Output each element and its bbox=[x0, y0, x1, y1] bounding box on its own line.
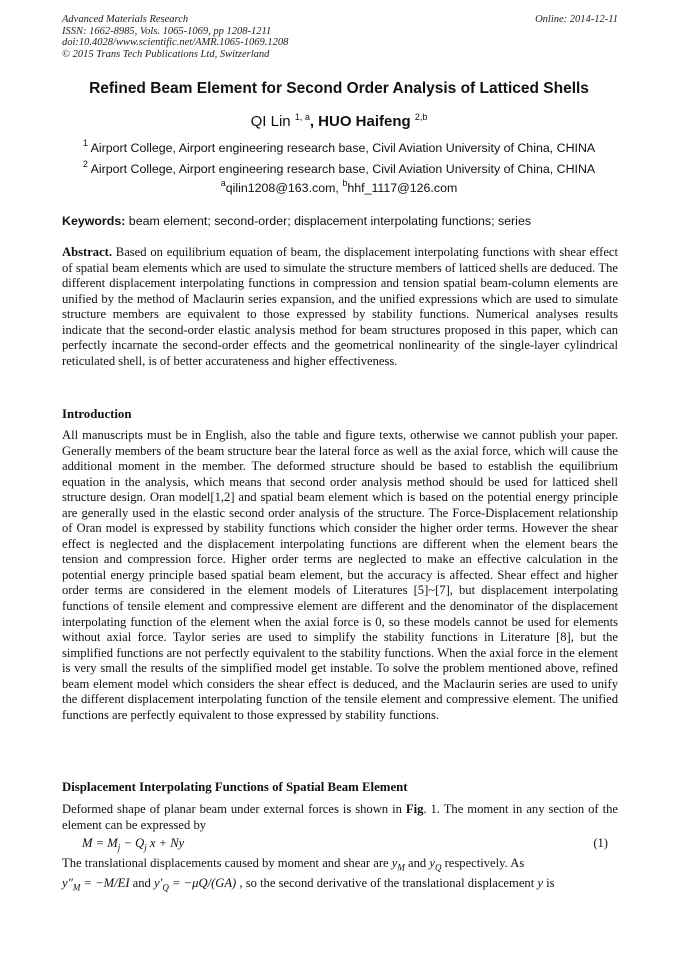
text-run: The translational displacements caused by moment and shear are bbox=[62, 856, 392, 870]
affiliation-number: 1 bbox=[82, 138, 88, 148]
author-name: HUO Haifeng bbox=[318, 113, 411, 130]
abstract-text: Based on equilibrium equation of beam, the displacement interpolating functions with shear effect of spatial beam elements which are used to simulate the structure members of latticed shells are deduced. The different displacement interpolating functions in compression and tension spatial beam-column elements are unified by the method of Maclaurin series expansion, and the unified expressions which are used to simulate structure members are equivalent to those expressed by stability functions. Numerical analyses results indicate that the second-order elastic analysis method for beam structures proposed in this paper, which can perfectly incarnate the second-order effects and the geometrical nonlinearity of the single-layer cylindrical reticulated shell, is of better accurateness and higher effectiveness. bbox=[62, 245, 618, 368]
math-var: y bbox=[537, 876, 543, 890]
math-var: y′ bbox=[154, 876, 163, 890]
equation-1 bbox=[82, 836, 184, 853]
introduction-text: All manuscripts must be in English, also the table and figure texts, otherwise we cannot publish your paper. Generally members of the beam structure bear the lateral force as well as the axial force, which will cause the additional moment in the member. The deformed structure should be based to establish the equilibrium equation in the analysis, which means that second order analysis method should be used for latticed shell structure design. Oran model[1,2] and spatial beam element which is based on the potential energy principle are generally used in the elastic second order analysis of the structure. The Force-Displacement relationship of Oran model is expressed by stability functions which consider the higher order terms. However the shear effect is neglected and the displacement interpolating functions are different when the element bears the tension and compression force. Higher order terms are neglected to make an effective calculation in the potential energy principle based spatial beam element, but the accuracy is affected. Shear effect and higher order terms are considered in the element models of Literatures [5]~[7], but displacement interpolating functions of tensile element and compressive element are different and the denominator of the displacement interpolating function of the element when the axial force is 0, so these models cannot be used for elements without axial force. Taylor series are used to simplify the stability functions in Literature [8], but the simplified functions are not perfectly equivalent to the stability functions. When the axial force in the element is very small the results of the simplified model get instable. To solve the problem mentioned above, refined beam element model which considers the shear effect is deduced, and the Maclaurin series are used to unify the different displacement interpolating function of the tensile element and compressive element. The unified functions are perfectly equivalent to those expressed by stability functions. bbox=[62, 428, 618, 722]
eq-part: M = M bbox=[82, 836, 118, 850]
abstract-label: Abstract. bbox=[62, 245, 113, 259]
online-date: Online: 2014-12-11 bbox=[535, 14, 618, 25]
math-sub: Q bbox=[162, 882, 169, 893]
section-paragraph-2 bbox=[62, 856, 618, 876]
email-link[interactable]: hhf_1117@126.com bbox=[347, 181, 458, 195]
math-expr: = −μQ/(GA) bbox=[168, 876, 237, 890]
introduction-heading: Introduction bbox=[62, 407, 132, 421]
email-sup: a bbox=[220, 178, 226, 188]
eq-part: − Q bbox=[120, 836, 145, 850]
keywords bbox=[62, 214, 618, 228]
affiliation-text: Airport College, Airport engineering research base, Civil Aviation University of China, CHINA bbox=[90, 141, 596, 155]
text-run: respectively. As bbox=[441, 856, 525, 870]
math-var: y bbox=[429, 856, 435, 870]
affiliation-2 bbox=[40, 159, 638, 176]
math-var: y bbox=[391, 856, 398, 870]
email-link[interactable]: qilin1208@163.com, bbox=[225, 181, 339, 195]
affiliation-text: Airport College, Airport engineering research base, Civil Aviation University of China, CHINA bbox=[90, 162, 596, 176]
math-var: y″ bbox=[62, 876, 73, 890]
text-run: . 1. The moment in any section of the element can be expressed by bbox=[62, 802, 619, 832]
abstract bbox=[62, 245, 618, 369]
email-sup: b bbox=[342, 178, 348, 188]
figure-ref[interactable]: Fig bbox=[405, 802, 424, 816]
author-sup: 2,b bbox=[414, 112, 428, 122]
author-line: QI Lin $^{1, a}$, HUO Haifeng $^{2,b}$ bbox=[250, 112, 428, 130]
section-paragraph-1 bbox=[62, 802, 618, 833]
author-name: QI Lin bbox=[250, 113, 291, 130]
issn-line: ISSN: 1662-8985, Vols. 1065-1069, pp 1208-1211 bbox=[62, 25, 272, 37]
text-run: and bbox=[404, 856, 430, 870]
email-line bbox=[40, 178, 638, 195]
copyright-line: © 2015 Trans Tech Publications Ltd, Switzerland bbox=[62, 48, 270, 60]
journal-header bbox=[62, 14, 618, 60]
eq-part: x + Ny bbox=[146, 836, 185, 850]
section-paragraph-3 bbox=[62, 876, 618, 896]
journal-name: Advanced Materials Research bbox=[62, 14, 189, 25]
paper-title: Refined Beam Element for Second Order Analysis of Latticed Shells bbox=[89, 80, 589, 97]
text-run: , so the second derivative of the translational displacement bbox=[236, 876, 538, 890]
text-run: Deformed shape of planar beam under external forces is shown in bbox=[62, 802, 406, 816]
eq-sub: j bbox=[117, 842, 121, 853]
author-sup: 1, a bbox=[294, 112, 310, 122]
eq-sub: j bbox=[144, 842, 147, 853]
math-expr: = −M/EI bbox=[80, 876, 130, 890]
math-sub: M bbox=[72, 882, 81, 893]
text-run: and bbox=[129, 876, 154, 890]
keywords-text: beam element; second-order; displacement interpolating functions; series bbox=[125, 214, 532, 228]
doi-line: doi:10.4028/www.scientific.net/AMR.1065-1069.1208 bbox=[62, 37, 289, 49]
math-sub: M bbox=[397, 862, 405, 873]
affiliation-number: 2 bbox=[82, 159, 88, 169]
equation-number: (1) bbox=[593, 836, 608, 850]
keywords-label: Keywords: bbox=[62, 214, 126, 228]
affiliation-1 bbox=[40, 138, 638, 155]
math-sub: Q bbox=[434, 862, 442, 873]
section-heading: Displacement Interpolating Functions of Spatial Beam Element bbox=[62, 780, 408, 794]
text-run: is bbox=[542, 876, 555, 890]
